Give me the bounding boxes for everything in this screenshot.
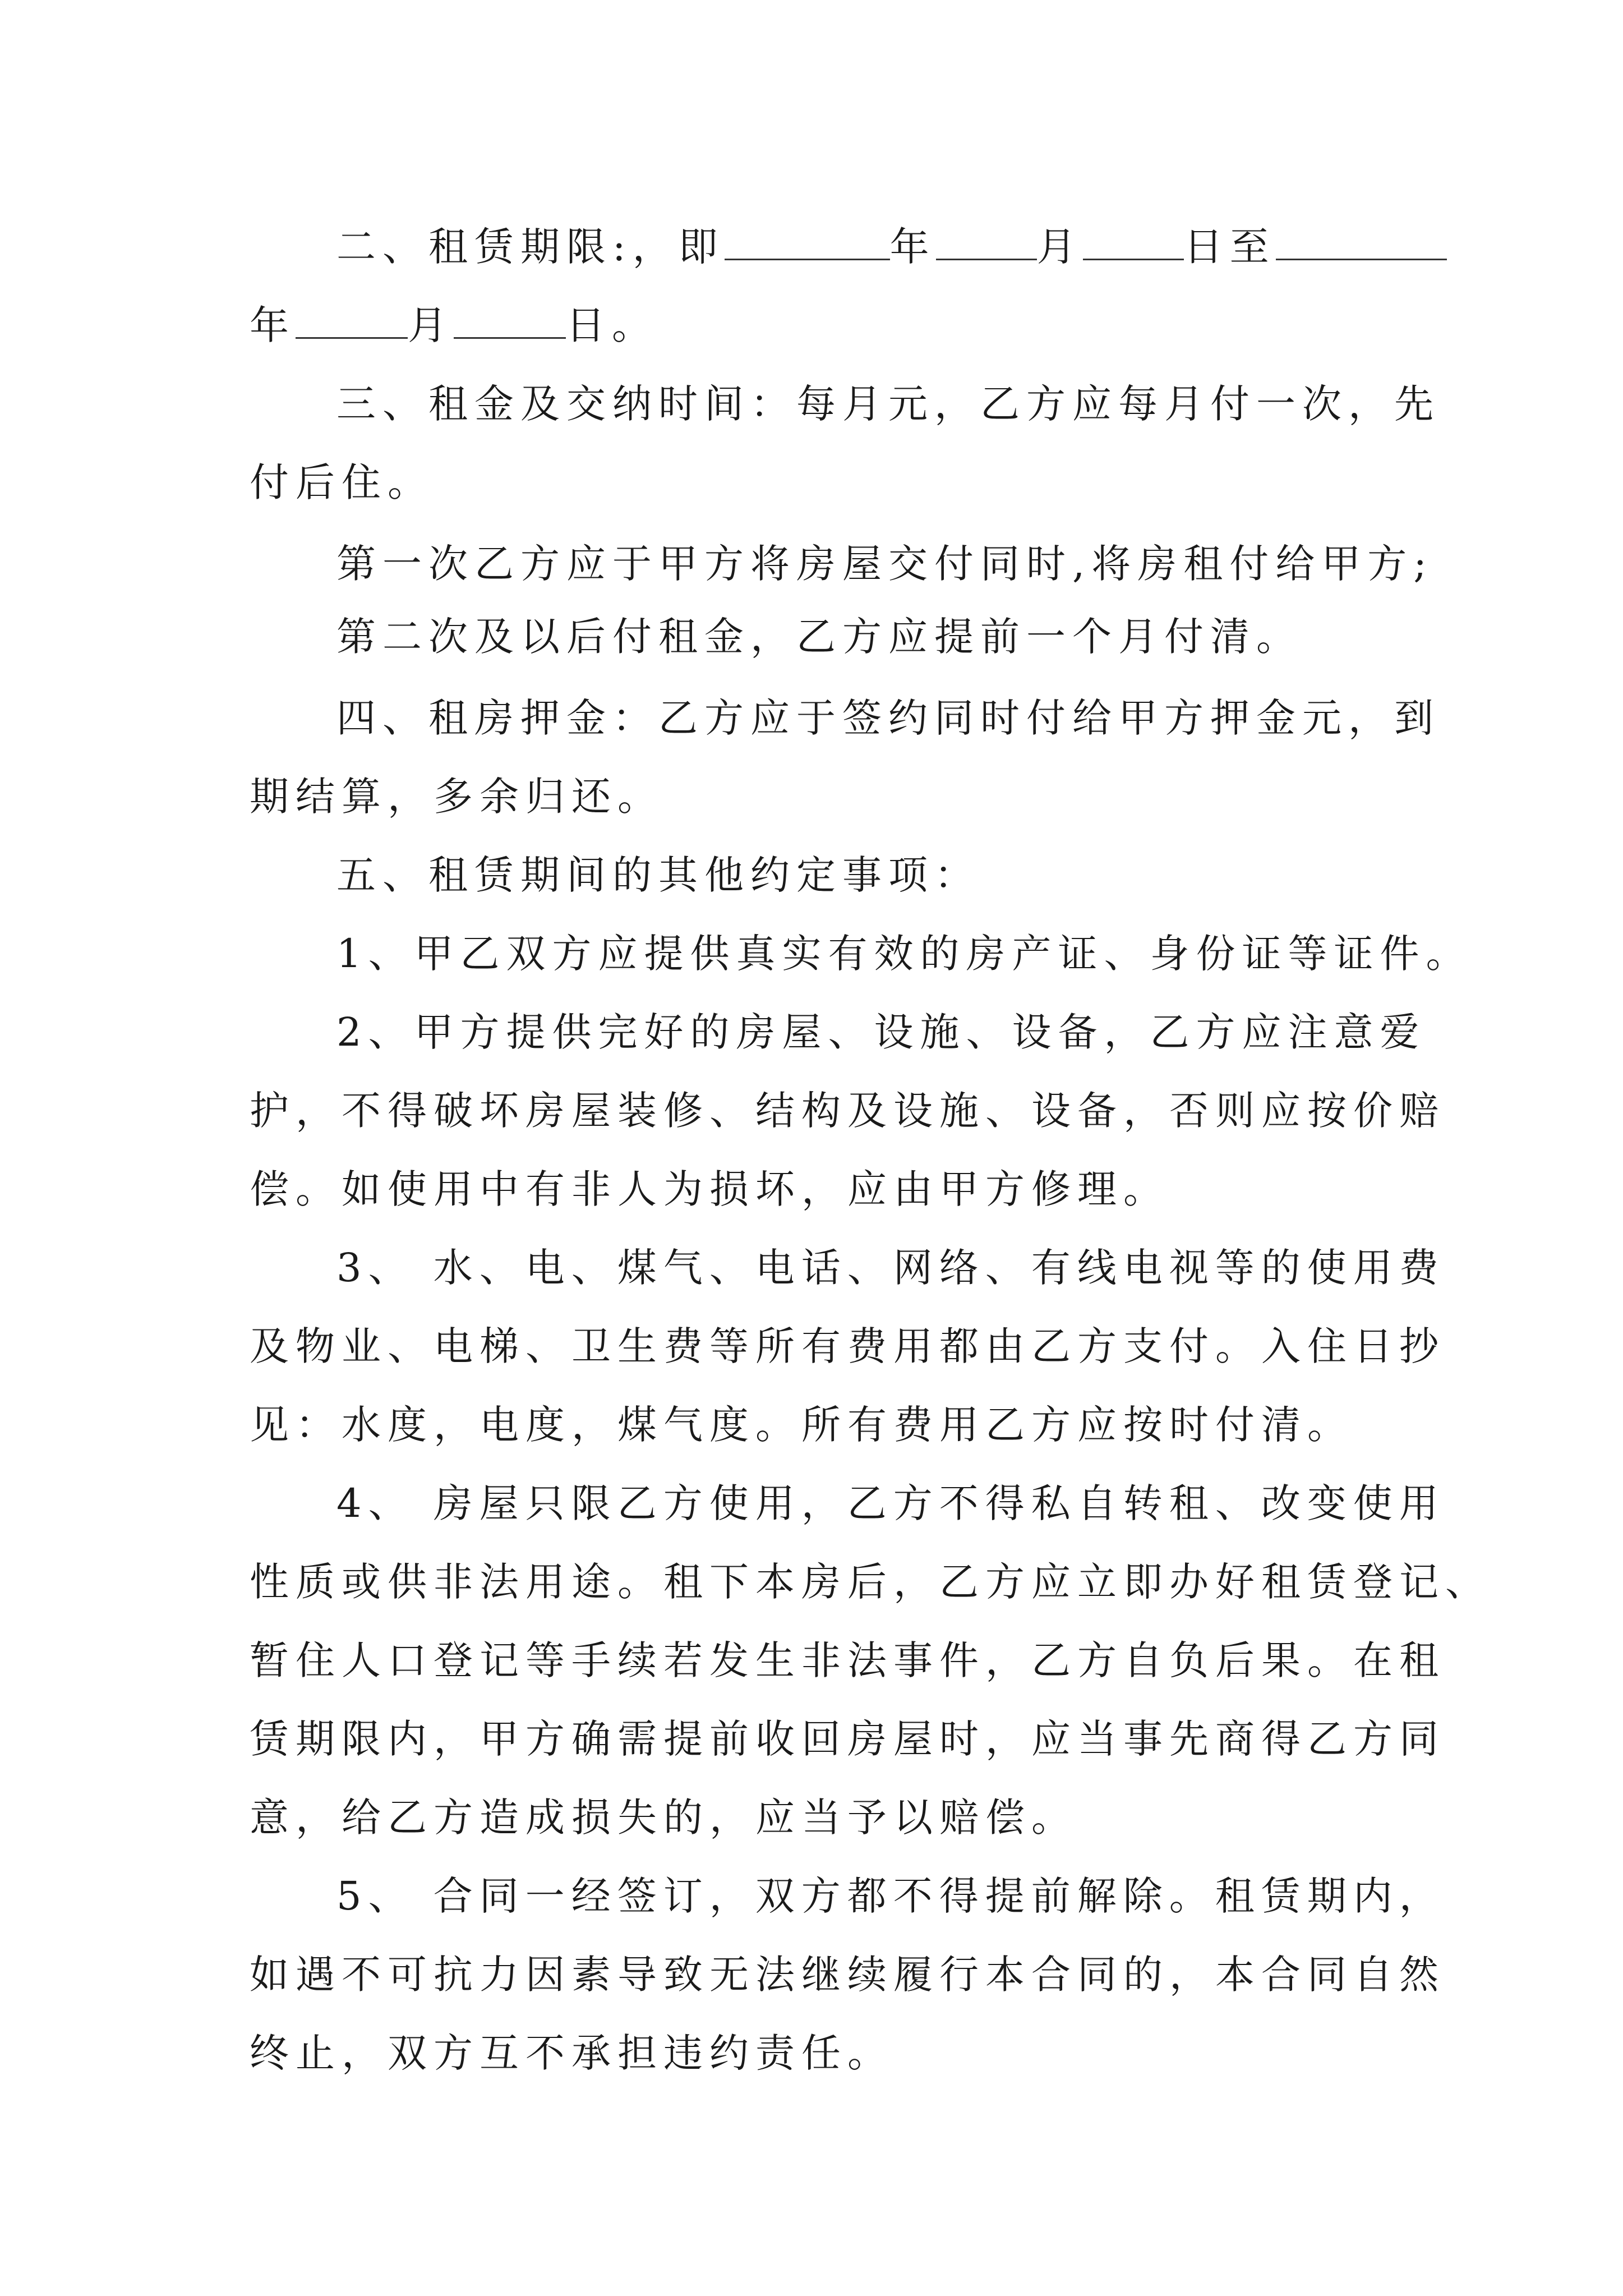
lease-term-line-2 — [250, 297, 658, 353]
day-label: 日。 — [566, 302, 658, 348]
item-4-line-5: 意，给乙方造成损失的，应当予以赔偿。 — [250, 1795, 1077, 1841]
item-5-line-1: 5、 合同一经签订，双方都不得提前解除。租赁期内， — [336, 1873, 1445, 1919]
deposit-clause-line-2: 期结算，多余归还。 — [250, 774, 663, 820]
rent-clause-line-2: 付后住。 — [250, 459, 434, 505]
end-month-blank — [296, 302, 408, 339]
item-3-line-3: 见：水度，电度，煤气度。所有费用乙方应按时付清。 — [250, 1402, 1353, 1448]
lease-term-line-1 — [336, 219, 1447, 275]
item-1-line: 1、甲乙双方应提供真实有效的房产证、身份证等证件。 — [336, 931, 1472, 977]
start-day-blank — [1083, 224, 1184, 260]
start-month-blank — [936, 224, 1037, 260]
start-year-blank — [725, 224, 890, 260]
item-3-line-1: 3、 水、电、煤气、电话、网络、有线电视等的使用费 — [336, 1245, 1445, 1291]
item-4-line-1: 4、 房屋只限乙方使用，乙方不得私自转租、改变使用 — [336, 1480, 1445, 1526]
item-3-line-2: 及物业、电梯、卫生费等所有费用都由乙方支付。入住日抄 — [250, 1323, 1445, 1369]
year-label: 年 — [250, 302, 296, 348]
day-to-label: 日至 — [1183, 224, 1276, 270]
first-payment-line: 第一次乙方应于甲方将房屋交付同时,将房租付给甲方; — [336, 541, 1433, 587]
item-4-line-4: 赁期限内，甲方确需提前收回房屋时，应当事先商得乙方同 — [250, 1716, 1445, 1762]
year-label: 年 — [889, 224, 936, 270]
month-label: 月 — [1036, 224, 1083, 270]
deposit-clause-line-1: 四、租房押金：乙方应于签约同时付给甲方押金元，到 — [336, 695, 1440, 741]
end-day-blank — [454, 302, 566, 339]
end-year-blank — [1276, 224, 1447, 260]
later-payment-line: 第二次及以后付租金，乙方应提前一个月付清。 — [336, 614, 1302, 660]
item-4-line-3: 暂住人口登记等手续若发生非法事件，乙方自负后果。在租 — [250, 1637, 1445, 1683]
item-2-line-1: 2、甲方提供完好的房屋、设施、设备，乙方应注意爱 — [336, 1009, 1426, 1055]
item-4-line-2: 性质或供非法用途。租下本房后，乙方应立即办好租赁登记、 — [250, 1559, 1491, 1605]
item-5-line-3: 终止，双方互不承担违约责任。 — [250, 2030, 893, 2076]
month-label: 月 — [408, 302, 454, 348]
item-5-line-2: 如遇不可抗力因素导致无法继续履行本合同的，本合同自然 — [250, 1952, 1445, 1998]
rent-clause-line-1: 三、租金及交纳时间：每月元，乙方应每月付一次，先 — [336, 381, 1440, 427]
section-five-heading: 五、租赁期间的其他约定事项： — [336, 852, 980, 898]
item-2-line-2: 护，不得破坏房屋装修、结构及设施、设备，否则应按价赔 — [250, 1088, 1445, 1134]
lease-term-label: 二、租赁期限:，即 — [336, 224, 725, 270]
item-2-line-3: 偿。如使用中有非人为损坏，应由甲方修理。 — [250, 1166, 1169, 1212]
